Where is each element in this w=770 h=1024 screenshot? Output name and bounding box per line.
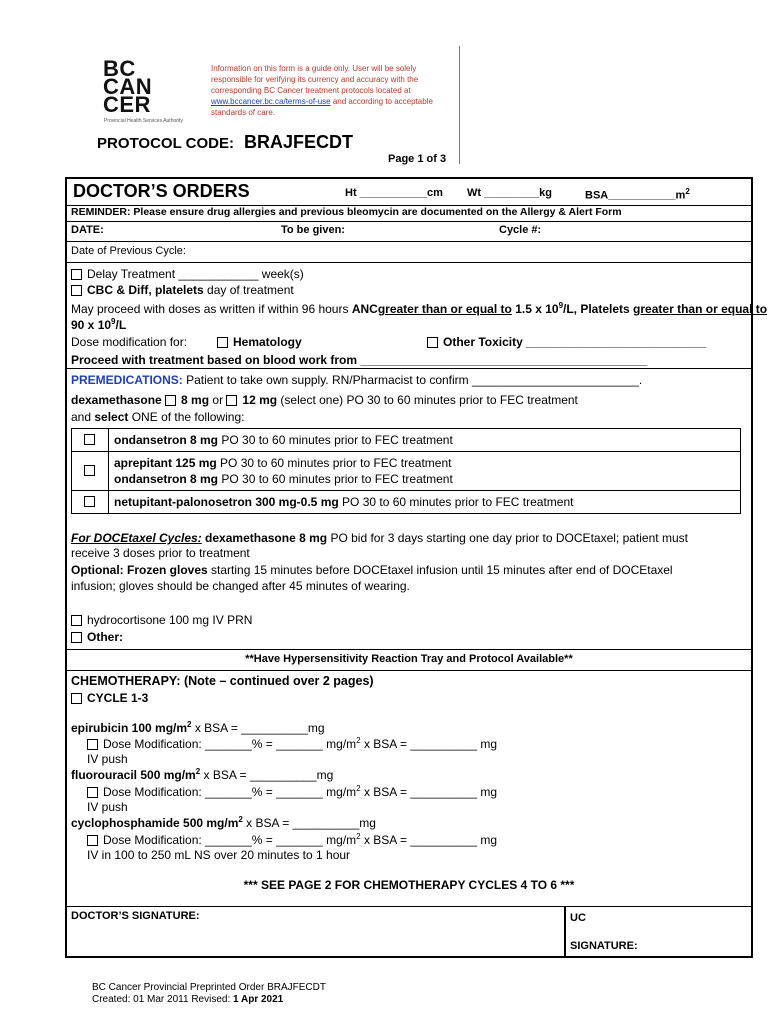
to-be-given-field[interactable]: To be given: [281,224,345,236]
delay-treatment-item[interactable]: Delay Treatment ____________ week(s) [71,267,304,281]
uc-label[interactable]: UC [570,912,586,924]
logo-line-2: CAN [103,74,153,99]
weight-field[interactable]: Wt _________kg [467,187,552,199]
date-field[interactable]: DATE: [71,224,104,236]
notice-text: Information on this form is a guide only. User will be solely responsible for verifying its currency and accuracy with the corresponding BC Cancer treatment protocols located at [211,64,419,95]
select-one-line: and select ONE of the following: [71,410,245,424]
see-page-2-note: *** SEE PAGE 2 FOR CHEMOTHERAPY CYCLES 4 TO 6 *** [243,878,575,892]
bc-cancer-logo [103,56,153,117]
reminder-text: REMINDER: Please ensure drug allergies and previous bleomycin are documented on the Allergy & Alert Form [71,206,622,218]
height-field[interactable]: Ht ___________cm [345,187,443,199]
cbc-checkbox[interactable] [71,285,82,296]
terms-link[interactable]: www.bccancer.bc.ca/terms-of-use [211,97,331,106]
disclaimer-notice [211,63,446,118]
previous-cycle-field[interactable]: Date of Previous Cycle: [71,245,186,257]
frozen-gloves-line1: Optional: Frozen gloves starting 15 minutes before DOCEtaxel infusion until 15 minutes after end of DOCEtaxel [71,563,673,577]
fluorouracil-mod-checkbox[interactable] [87,787,98,798]
hypersensitivity-row [67,649,751,671]
epirubicin-route: IV push [87,752,128,766]
hydrocortisone-item[interactable]: hydrocortisone 100 mg IV PRN [71,613,252,627]
protocol-label: PROTOCOL CODE: [97,135,234,152]
frozen-gloves-line2: infusion; gloves should be changed after 45 minutes of wearing. [71,579,410,593]
header-divider [459,46,460,164]
option-1-checkbox[interactable] [84,434,95,445]
platelet-criteria: 90 x $10^9/L$ [71,317,127,332]
docetaxel-premed-line1: For DOCEtaxel Cycles: dexamethasone 8 mg PO bid for 3 days starting one day prior to DOCEtaxel; patient must [71,531,688,545]
option-row-3[interactable]: netupitant-palonosetron 300 mg-0.5 mg PO 30 to 60 minutes prior to FEC treatment [72,491,740,513]
notice-text-end: and according to acceptable standards of care. [211,97,433,117]
cycle-number-field[interactable]: Cycle #: [499,224,542,236]
hematology-item[interactable]: Hematology [217,335,302,349]
signature-divider [564,906,566,956]
doctor-signature-field[interactable]: DOCTOR’S SIGNATURE: [71,910,200,922]
fluorouracil-route: IV push [87,800,128,814]
chemotherapy-title: CHEMOTHERAPY: (Note – continued over 2 pages) [71,674,374,688]
page-number: Page 1 of 3 [388,153,447,165]
cyclophosphamide-route: IV in 100 to 250 mL NS over 20 minutes to 1 hour [87,848,351,862]
docetaxel-premed-line2: receive 3 doses prior to treatment [71,546,250,560]
delay-checkbox[interactable] [71,269,82,280]
option-3-checkbox[interactable] [84,496,95,507]
cycle-1-3-checkbox[interactable] [71,693,82,704]
cyclophosphamide-mod-checkbox[interactable] [87,835,98,846]
doctors-orders-form [65,177,768,958]
epirubicin-modification[interactable]: Dose Modification: _______% = _______ $mg/m^2$ x BSA = __________ mg [87,736,497,751]
other-toxicity-checkbox[interactable] [427,337,438,348]
fluorouracil-modification[interactable]: Dose Modification: _______% = _______ $mg/m^2$ x BSA = __________ mg [87,784,497,799]
form-footer [92,982,326,1006]
orders-title-row [67,179,751,206]
footer-line-2: Created: 01 Mar 2011 Revised: 1 Apr 2021 [92,994,284,1005]
dexamethasone-line: dexamethasone 8 mg or 12 mg (select one) PO 30 to 60 minutes prior to FEC treatment [71,393,578,407]
logo-line-3: CER [103,92,151,117]
cbc-item[interactable]: CBC & Diff, platelets day of treatment [71,283,294,297]
orders-title: DOCTOR’S ORDERS [73,181,250,201]
hematology-checkbox[interactable] [217,337,228,348]
footer-line-1: BC Cancer Provincial Preprinted Order BRAJFECDT [92,982,326,993]
hydrocortisone-checkbox[interactable] [71,615,82,626]
other-premed-item[interactable]: Other: [71,630,123,644]
epirubicin-mod-checkbox[interactable] [87,739,98,750]
other-premed-checkbox[interactable] [71,632,82,643]
dose-modification-for: Dose modification for: [71,335,188,349]
premed-header: PREMEDICATIONS: Patient to take own supply. RN/Pharmacist to confirm _________________________. [71,373,643,387]
option-row-2[interactable]: aprepitant 125 mg PO 30 to 60 minutes prior to FEC treatment ondansetron 8 mg PO 30 to 60 minutes prior to FEC treatment [72,452,740,491]
antiemetic-options-table [71,428,741,514]
bsa-field[interactable]: $BSA\_\_\_\_\_\_\_\_\_\_\_m^2$ [585,187,690,202]
option-row-1[interactable]: ondansetron 8 mg PO 30 to 60 minutes prior to FEC treatment [72,429,740,452]
treatment-section [67,262,768,369]
fluorouracil-dose[interactable]: fluorouracil 500 $mg/m^2$ x BSA = __________mg [71,767,334,782]
premedications-section [67,368,751,650]
reminder-row [67,205,751,222]
previous-cycle-row [67,241,751,263]
proceed-blood-work[interactable]: Proceed with treatment based on blood work from ___________________________________________ [71,353,648,367]
cyclophosphamide-dose[interactable]: cyclophosphamide 500 $mg/m^2$ x BSA = __________mg [71,815,376,830]
uc-signature-field[interactable]: SIGNATURE: [570,940,638,952]
cycle-1-3-item[interactable]: CYCLE 1-3 [71,691,148,705]
other-toxicity-item[interactable]: Other Toxicity ___________________________ [427,335,706,349]
chemotherapy-section [67,670,751,907]
dexa-8mg-checkbox[interactable] [165,395,176,406]
date-row [67,221,751,242]
proceed-criteria: May proceed with doses as written if within 96 hours ANCgreater than or equal to 1.5 x $10^9/L$, Platelets greater than or equal to [71,301,768,316]
option-2-checkbox[interactable] [84,465,95,476]
cyclophosphamide-modification[interactable]: Dose Modification: _______% = _______ $mg/m^2$ x BSA = __________ mg [87,832,497,847]
logo-line-1: BC [103,56,136,81]
epirubicin-dose[interactable]: epirubicin 100 $mg/m^2$ x BSA = __________mg [71,720,325,735]
protocol-code [97,132,353,153]
dexa-12mg-checkbox[interactable] [226,395,237,406]
logo-subtitle: Provincial Health Services Authority [104,118,183,124]
signature-row [67,906,751,956]
hypersensitivity-note: **Have Hypersensitivity Reaction Tray and Protocol Available** [245,653,573,665]
protocol-code-value: BRAJFECDT [243,132,353,152]
